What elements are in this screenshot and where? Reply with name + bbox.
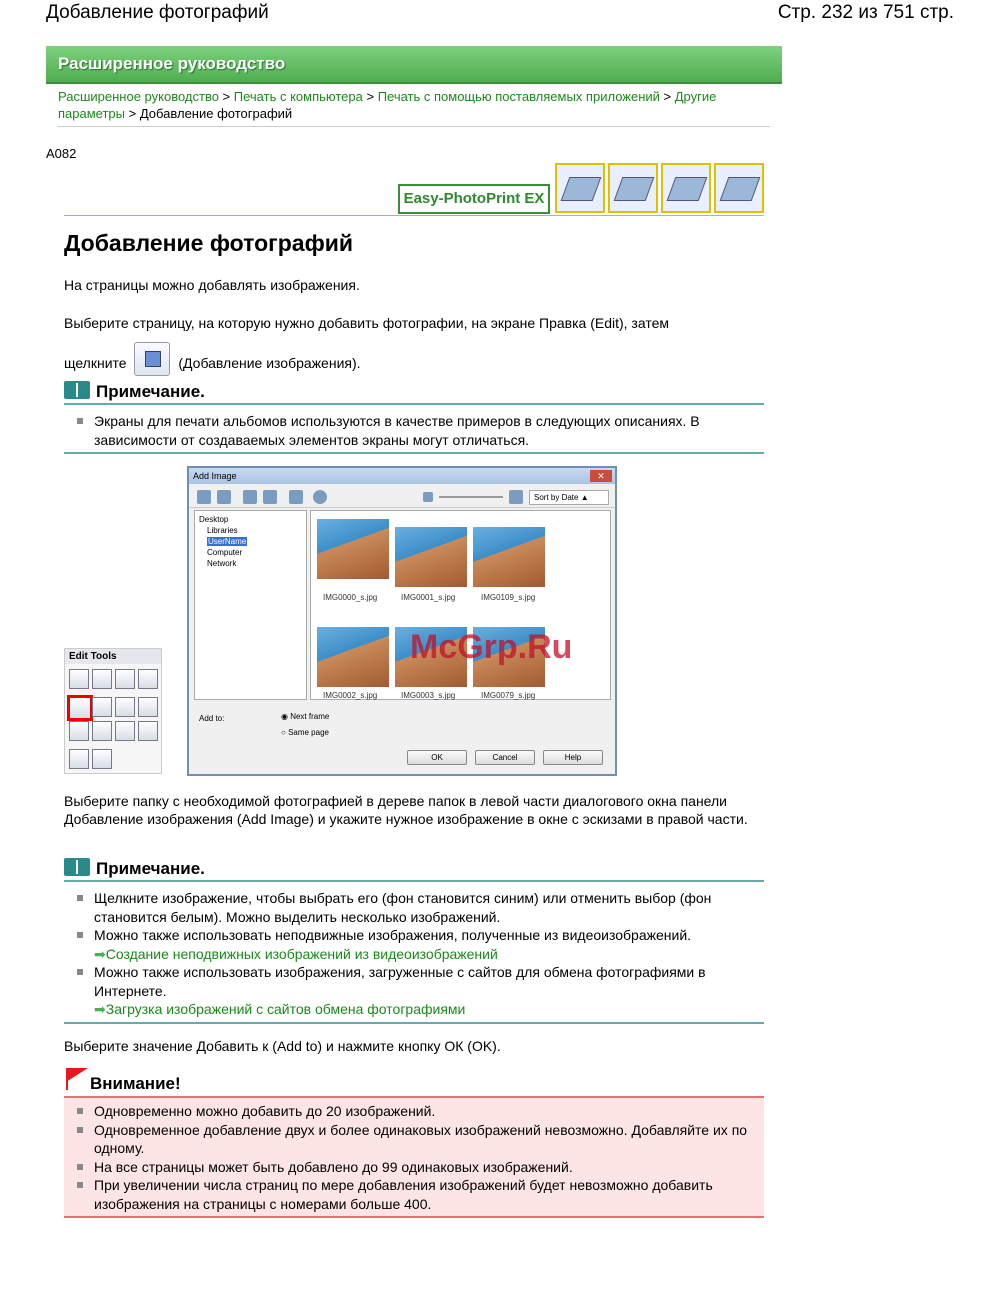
tool-icon[interactable] [69, 721, 89, 741]
tool-icon[interactable] [138, 721, 158, 741]
photo-thumbnail[interactable] [317, 519, 389, 579]
tree-item[interactable]: Computer [207, 548, 243, 557]
breadcrumb-link[interactable]: Расширенное руководство [58, 89, 219, 104]
small-size-icon [423, 492, 433, 502]
next-frame-radio[interactable]: ◉ Next frame [281, 712, 329, 721]
page-header [46, 2, 954, 26]
breadcrumb-current: > Добавление фотографий [125, 106, 293, 121]
album-thumb-icon [555, 163, 605, 213]
sort-select[interactable]: Sort by Date ▲ [529, 490, 609, 505]
photo-thumbnail[interactable] [395, 527, 467, 587]
photo-filename: IMG0109_s.jpg [481, 593, 536, 602]
tool-icon[interactable] [115, 697, 135, 717]
list-item-text: Можно также использовать изображения, загруженные с сайтов для обмена фотографиями в Интернете. [94, 964, 706, 999]
add-to-label: Add to: [199, 714, 225, 723]
thumbnail-gallery [310, 510, 611, 700]
section-banner [46, 46, 782, 84]
app-logo: Easy-PhotoPrint EX [398, 184, 550, 214]
note-list [64, 889, 764, 1019]
tool-icon[interactable] [69, 669, 89, 689]
note-list [64, 412, 764, 449]
caution-list [64, 1102, 764, 1213]
page-title: Добавление фотографий [64, 230, 353, 256]
view-icon[interactable] [217, 490, 231, 504]
step-text: Выберите папку с необходимой фотографией в дереве папок в левой части диалогового окна панели Добавление изображения (Add Image) и укажите нужное изображение в окне с эскизами в правой части. [64, 793, 748, 827]
tool-icon[interactable] [115, 721, 135, 741]
step-text: (Добавление изображения). [178, 355, 361, 371]
photo-thumb-icon [714, 163, 764, 213]
list-item [64, 963, 764, 1019]
tree-item[interactable]: Network [207, 559, 237, 568]
doc-code: A082 [46, 146, 77, 161]
step-text: Выберите значение Добавить к (Add to) и нажмите кнопку ОК (OK). [64, 1038, 501, 1054]
arrow-icon: ➡ [94, 945, 106, 962]
photo-filename: IMG0000_s.jpg [323, 593, 378, 602]
help-button[interactable]: Help [543, 750, 603, 765]
edit-tools-panel [64, 648, 162, 774]
breadcrumb-separator: > [218, 89, 234, 104]
divider [64, 1022, 764, 1024]
photo-thumbnail[interactable] [473, 527, 545, 587]
link-text: Загрузка изображений с сайтов обмена фотографиями [105, 1001, 466, 1017]
tool-icon[interactable] [138, 697, 158, 717]
step-text: Выберите страницу, на которую нужно добавить фотографии, на экране Правка (Edit), затем [64, 315, 669, 331]
add-image-dialog [187, 466, 617, 776]
caution-box [64, 1096, 764, 1218]
rotate-icon[interactable] [263, 490, 277, 504]
breadcrumb [58, 88, 770, 122]
tools-icon[interactable] [289, 490, 303, 504]
tree-item[interactable]: Desktop [199, 515, 229, 524]
list-item: На все страницы может быть добавлено до 99 одинаковых изображений. [64, 1158, 764, 1177]
related-link[interactable] [94, 946, 498, 962]
layout-thumb-icon [608, 163, 658, 213]
flag-pole [66, 1068, 68, 1090]
list-item [64, 926, 764, 963]
tool-icon[interactable] [92, 669, 112, 689]
arrow-icon: ➡ [94, 1001, 106, 1017]
note-header [64, 381, 764, 405]
note-label: Примечание. [96, 382, 205, 401]
folder-tree [194, 510, 307, 700]
book-icon [64, 381, 90, 399]
tool-icon[interactable] [138, 669, 158, 689]
banner-label: Расширенное руководство [58, 54, 286, 73]
caution-header [64, 1068, 764, 1098]
book-icon [64, 858, 90, 876]
dialog-title: Add Image [189, 468, 615, 484]
tree-item-selected[interactable]: UserName [208, 537, 247, 546]
list-item: Щелкните изображение, чтобы выбрать его (фон становится синим) или отменить выбор (фон становится белым). Можно выделить несколько изображений. [64, 889, 764, 926]
photo-filename: IMG0003_s.jpg [401, 691, 456, 700]
panel-header: Edit Tools [65, 649, 161, 664]
divider [64, 215, 764, 216]
doc-title: Добавление фотографий [46, 2, 269, 23]
intro-text: На страницы можно добавлять изображения. [64, 277, 360, 293]
rotate-icon[interactable] [243, 490, 257, 504]
caution-label: Внимание! [90, 1074, 181, 1093]
list-item: Одновременное добавление двух и более одинаковых изображений невозможно. Добавляйте их по одному. [64, 1121, 764, 1158]
list-item: Одновременно можно добавить до 20 изображений. [64, 1102, 764, 1121]
ok-button[interactable]: OK [407, 750, 467, 765]
breadcrumb-separator: > [659, 89, 675, 104]
same-page-radio[interactable]: ○ Same page [281, 728, 329, 737]
related-link[interactable] [94, 1001, 465, 1017]
flag-icon [66, 1068, 88, 1082]
note-header [64, 858, 764, 882]
cancel-button[interactable]: Cancel [475, 750, 535, 765]
breadcrumb-link[interactable]: Печать с компьютера [233, 89, 363, 104]
add-image-icon [134, 342, 170, 376]
globe-icon[interactable] [313, 490, 327, 504]
tool-icon[interactable] [115, 669, 135, 689]
breadcrumb-link[interactable]: Другие параметры [58, 89, 717, 121]
photo-filename: IMG0079_s.jpg [481, 691, 536, 700]
photo-thumbnail[interactable] [317, 627, 389, 687]
divider [58, 126, 770, 127]
large-size-icon [509, 490, 523, 504]
list-item: Экраны для печати альбомов используются в качестве примеров в следующих описаниях. В зависимости от создаваемых элементов экраны могут отличаться. [64, 412, 764, 449]
page-counter: Стр. 232 из 751 стр. [777, 2, 954, 23]
step-text-line [64, 342, 764, 376]
tool-icon[interactable] [92, 697, 112, 717]
close-icon[interactable]: ✕ [590, 470, 612, 482]
text-tool-icon[interactable] [69, 749, 89, 769]
breadcrumb-separator: > [362, 89, 378, 104]
photo-filename: IMG0001_s.jpg [401, 593, 456, 602]
index-thumb-icon [661, 163, 711, 213]
thumbnail-size-slider[interactable] [439, 496, 503, 498]
tree-item[interactable]: Libraries [207, 526, 238, 535]
list-item: При увеличении числа страниц по мере добавления изображений будет невозможно добавить изображения на страницы с номерами больше 400. [64, 1176, 764, 1213]
tool-icon[interactable] [92, 721, 112, 741]
watermark: McGrp.Ru [410, 628, 573, 666]
photo-filename: IMG0002_s.jpg [323, 691, 378, 700]
note-label: Примечание. [96, 859, 205, 878]
link-text: Создание неподвижных изображений из видеоизображений [105, 945, 498, 962]
breadcrumb-link[interactable]: Печать с помощью поставляемых приложений [377, 89, 660, 104]
divider [64, 452, 764, 454]
view-icon[interactable] [197, 490, 211, 504]
text-tool-icon[interactable] [92, 749, 112, 769]
list-item-text: Можно также использовать неподвижные изображения, полученные из видеоизображений. [94, 927, 692, 943]
add-image-button[interactable] [67, 695, 93, 721]
step-text: щелкните [64, 355, 127, 371]
